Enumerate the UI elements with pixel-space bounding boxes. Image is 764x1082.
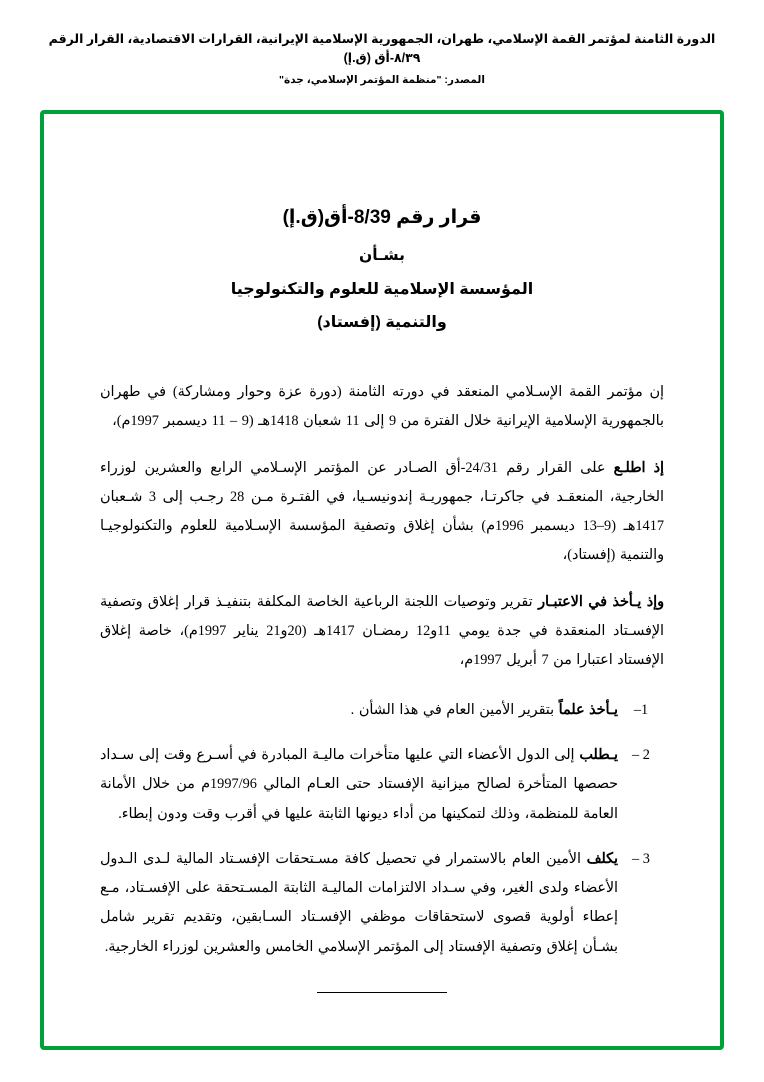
paragraph-text: على القرار رقم 24/31-أق الصـادر عن المؤتمر الإسـلامي الرابع والعشرين لوزراء الخارجية، المنعقـد في جاكرتـا، جمهوريـة إندونيسـيا، في الفتـرة مـن 28 رجـب إلى 3 شـعبان 1417هـ (9–13 ديسمبر 1996م) بشأن إغلاق وتصفية المؤسسة الإسـلامية للعلوم والتكنولوجيـا والتنمية (إفستاد)، bbox=[100, 459, 664, 564]
list-item-number: 1– bbox=[633, 701, 649, 718]
list-item-lead: يكلف bbox=[586, 850, 618, 867]
paragraph-text: تقرير وتوصيات اللجنة الرباعية الخاصة المكلفة بتنفيـذ قرار إغلاق وتصفية الإفسـتاد المنعقدة في جدة يومي 11و12 رمضـان 1417هـ (20و21 يناير 1997م)، خاصة إغلاق الإفستاد اعتبارا من 7 أبريل 1997م، bbox=[100, 593, 664, 669]
preamble-paragraph bbox=[100, 378, 664, 437]
header-citation-line: الدورة الثامنة لمؤتمر القمة الإسلامي، طهران، الجمهورية الإسلامية الإيرانية، القرارات الاقتصادية، القرار الرقم ٨/٣٩-أق (ق.إ) bbox=[48, 32, 716, 65]
title-organization-line2: والتنمية (إفستاد) bbox=[317, 314, 447, 331]
list-item-text bbox=[100, 741, 618, 829]
list-item-body: الأمين العام بالاستمرار في تحصيل كافة مسـتحقات الإفسـتاد المالية لـدى الـدول الأعضاء ولدى الغير، وفي سـداد الالتزامات الماليـة الثابتة المسـتحقة على الإفسـتاد، مـع إعطاء أولوية قصوى لاستحقاقات موظفي الإفسـتاد السـابقين، وتقديم تقرير شامل بشـأن إغلاق وتصفية الإفستاد إلى المؤتمر الإسلامي الخامس والعشرين لوزراء الخارجية. bbox=[100, 850, 618, 955]
list-item-number: 3 – bbox=[632, 850, 650, 867]
list-item-text bbox=[100, 696, 618, 725]
list-item-text bbox=[100, 845, 618, 962]
preamble-paragraphs bbox=[100, 378, 664, 676]
frame-content bbox=[44, 114, 720, 1046]
list-item-lead: يـطلب bbox=[579, 746, 618, 763]
title-subject-label: بشـأن bbox=[359, 247, 405, 264]
list-item-number: 2 – bbox=[632, 746, 650, 763]
bottom-divider bbox=[317, 992, 447, 993]
preamble-paragraph bbox=[100, 454, 664, 571]
paragraph-lead: إذ اطلـع bbox=[613, 459, 665, 476]
resolution-title-block bbox=[100, 206, 664, 332]
page-title: قرار رقم 8/39-أق(ق.إ) bbox=[282, 207, 482, 228]
paragraph-text: إن مؤتمر القمة الإسـلامي المنعقد في دورته الثامنة (دورة عزة وحوار ومشاركة) في طهران بالجمهورية الإسلامية الإيرانية خلال الفترة من 9 إلى 11 شعبان 1418هـ (9 – 11 ديسمبر 1997م)، bbox=[100, 384, 664, 430]
list-item bbox=[100, 696, 664, 725]
list-item-body: إلى الدول الأعضاء التي عليها متأخرات ماليـة المبادرة في أسـرع وقت إلى سـداد حصصها المتأخرة لصالح ميزانية الإفستاد حتى العـام المالي 1997/96م من خلال الأمانة العامة للمنظمة، وذلك لتمكينها من أداء ديونها الثابتة عليها في أقرب وقت ودون إبطاء. bbox=[100, 746, 619, 822]
paragraph-lead: وإذ يـأخذ في الاعتبـار bbox=[538, 593, 664, 610]
title-organization-line1: المؤسسة الإسلامية للعلوم والتكنولوجيا bbox=[230, 281, 534, 298]
list-item-lead: يـأخذ علماً bbox=[558, 701, 618, 718]
list-item bbox=[100, 741, 664, 829]
document-header bbox=[0, 0, 764, 88]
preamble-paragraph bbox=[100, 588, 664, 676]
list-item-body: بتقرير الأمين العام في هذا الشأن . bbox=[350, 701, 559, 718]
numbered-clauses-list bbox=[100, 696, 664, 962]
green-border-frame bbox=[40, 110, 724, 1050]
list-item bbox=[100, 845, 664, 962]
header-source-line: المصدر: "منظمة المؤتمر الإسلامي، جدة" bbox=[279, 73, 485, 86]
